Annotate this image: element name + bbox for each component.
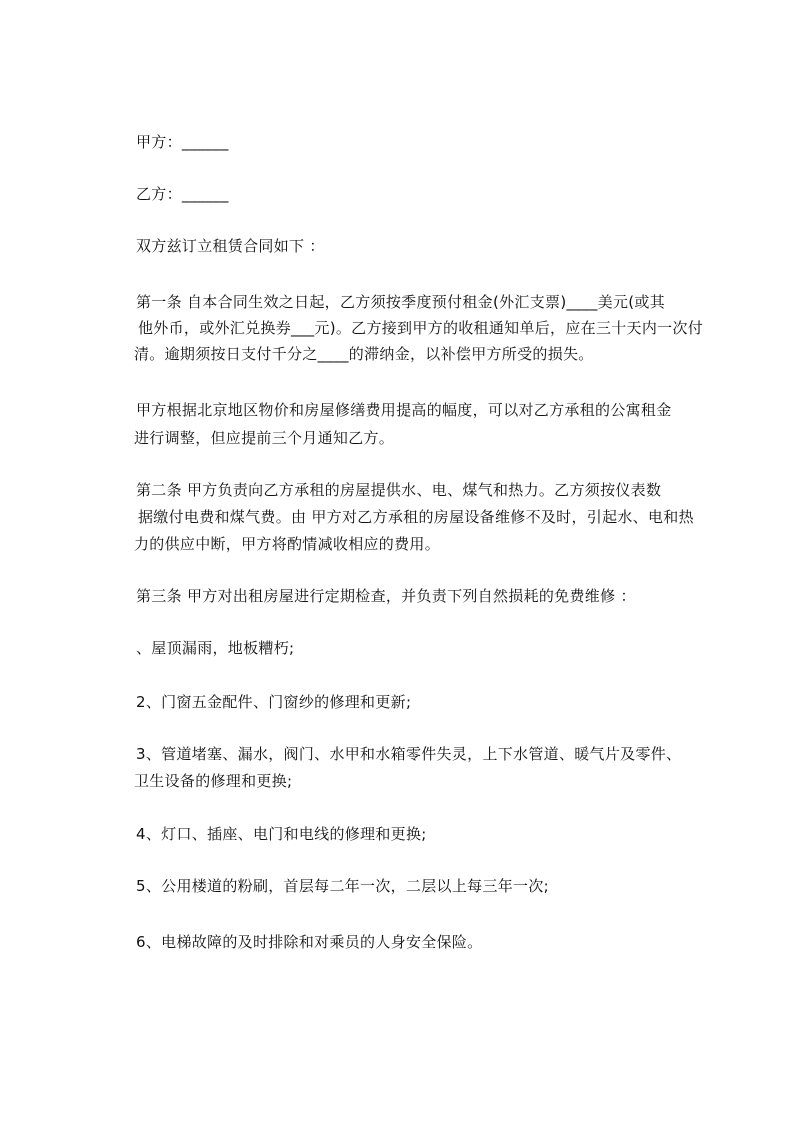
rent-adjust-line-2: 进行调整，但应提前三个月通知乙方。 [134, 429, 395, 447]
article-3-line: 第三条 甲方对出租房屋进行定期检查，并负责下列自然损耗的免费维修 ： [136, 587, 636, 605]
item-1-line: 、屋顶漏雨，地板糟朽; [136, 639, 295, 657]
article-1-line-2: 他外币，或外汇兑换券___元)。乙方接到甲方的收租通知单后，应在三十天内一次付 [138, 319, 704, 337]
item-3-line-1: 3、管道堵塞、漏水，阀门、水甲和水箱零件失灵，上下水管道、暖气片及零件、 [136, 745, 682, 763]
item-2-line: 2、门窗五金配件、门窗纱的修理和更新; [136, 693, 412, 711]
article-2-line-3: 力的供应中断，甲方将酌情减收相应的费用。 [134, 535, 441, 553]
intro-line: 双方兹订立租赁合同如下 ： [136, 237, 325, 255]
party-b-line: 乙方：______ [136, 185, 229, 203]
item-5-line: 5、公用楼道的粉刷，首层每二年一次，二层以上每三年一次; [136, 877, 549, 895]
rent-adjust-line-1: 甲方根据北京地区物价和房屋修缮费用提高的幅度，可以对乙方承租的公寓租金 [136, 401, 672, 419]
party-a-line: 甲方：______ [136, 133, 229, 151]
article-1-line-3: 清。逾期须按日支付千分之____的滞纳金，以补偿甲方所受的损失。 [134, 345, 594, 363]
item-3-line-2: 卫生设备的修理和更换; [134, 772, 293, 790]
article-1-line-1: 第一条 自本合同生效之日起，乙方须按季度预付租金(外汇支票)____美元(或其 [136, 293, 666, 311]
item-6-line: 6、电梯故障的及时排除和对乘员的人身安全保险。 [136, 933, 483, 951]
article-2-line-2: 据缴付电费和煤气费。由 甲方对乙方承租的房屋设备维修不及时，引起水、电和热 [138, 508, 694, 526]
article-2-line-1: 第二条 甲方负责向乙方承租的房屋提供水、电、煤气和热力。乙方须按仪表数 [136, 481, 662, 499]
item-4-line: 4、灯口、插座、电门和电线的修理和更换; [136, 825, 427, 843]
